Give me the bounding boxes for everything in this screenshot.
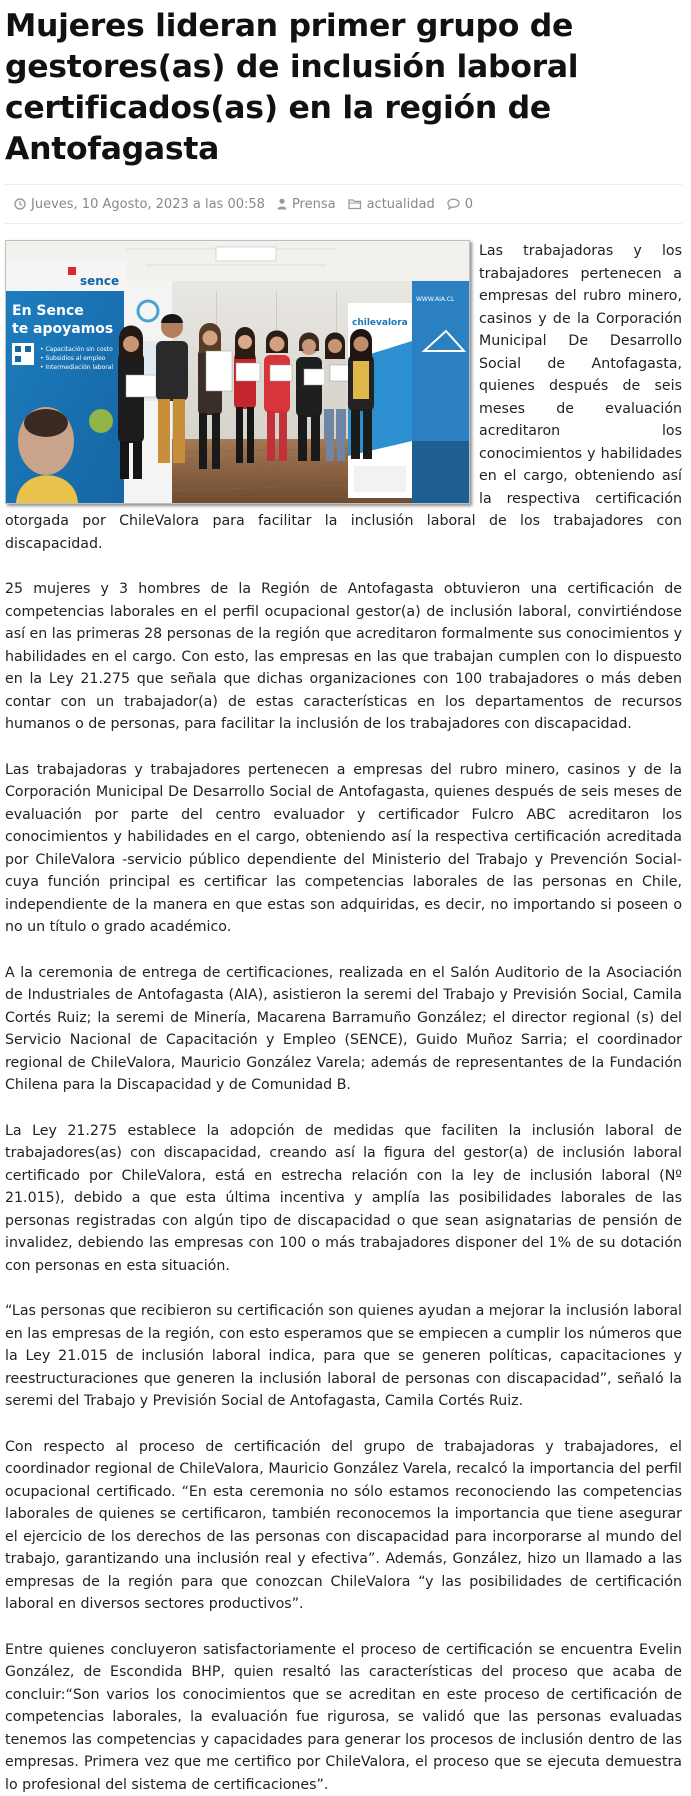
meta-date	[14, 197, 265, 212]
article-paragraph-2: 25 mujeres y 3 hombres de la Región de Antofagasta obtuvieron una certificación de competencias laborales en el perfil ocupacional gestor(a) de inclusión laboral, convirtiéndose así en las primeras 28 personas de la región que acreditaron formalmente sus conocimientos y habilidades en el cargo. Con esto, las empresas en las que trabajan cumplen con lo dispuesto en la Ley 21.275 que señala que dichas organizaciones con 100 trabajadores o más deben contar con un trabajador(a) de estas características en los departamentos de recursos humanos o de personas, para facilitar la inclusión de los trabajadores con discapacidad.	[5, 578, 682, 736]
sence-logo-text: sence	[80, 274, 119, 288]
article-paragraph-1: Las trabajadoras y los trabajadores pertenecen a empresas del rubro minero, casinos y de la Corporación Municipal De Desarrollo Social de Antofagasta, quienes después de seis meses de evaluación acreditaron los conocimientos y habilidades en el cargo, obteniendo así la respectiva certificación otorgada por ChileValora para facilitar la inclusión laboral de los trabajadores con discapacidad.	[5, 240, 682, 555]
meta-date-text: Jueves, 10 Agosto, 2023 a las 00:58	[31, 197, 265, 212]
chilevalora-logo-text: chilevalora	[352, 318, 408, 328]
user-icon	[277, 198, 287, 210]
meta-comments-link[interactable]: 0	[465, 197, 473, 212]
meta-author-link[interactable]: Prensa	[292, 197, 336, 212]
article-paragraph-6: “Las personas que recibieron su certificación son quienes ayudan a mejorar la inclusión laboral en las empresas de la región, con esto esperamos que se empiecen a cumplir los números que la Ley 21.015 de inclusión laboral indica, para que se generen políticas, capacitaciones y reestructuraciones que generen la inclusión laboral de personas con discapacidad”, señaló la seremi del Trabajo y Previsión Social de Antofagasta, Camila Cortés Ruiz.	[5, 1300, 682, 1413]
banner-bullet-3: • Intermediación laboral	[40, 364, 113, 371]
ceremony-photo	[6, 241, 469, 503]
meta-author	[277, 197, 336, 212]
article-paragraph-8: Entre quienes concluyeron satisfactoriamente el proceso de certificación se encuentra Evelin González, de Escondida BHP, quien resaltó las características del proceso que acaba de concluir:“Son varios los conocimientos que se acreditan en este proceso de certificación de competencias laborales, la evaluación fue rigurosa, se validó que las personas evaluadas tenemos las competencias y capacidades para generar los procesos de inclusión dentro de las empresas. Primera vez que me certifico por ChileValora, el proceso que se ejecuta demuestra lo profesional del sistema de certificaciones”.	[5, 1639, 682, 1796]
article-page	[0, 6, 682, 1796]
clock-icon	[14, 198, 26, 210]
banner-bullet-2: • Subsidios al empleo	[40, 355, 106, 362]
meta-category-link[interactable]: actualidad	[367, 197, 435, 212]
article-photo	[5, 240, 470, 504]
meta-category	[348, 197, 435, 212]
folder-icon	[348, 198, 362, 210]
banner-headline-2: te apoyamos	[12, 321, 113, 337]
article-paragraph-7: Con respecto al proceso de certificación del grupo de trabajadoras y trabajadores, el coordinador regional de ChileValora, Mauricio González Varela, recalcó la importancia del perfil ocupacional certificado. “En esta ceremonia no sólo estamos reconociendo las competencias laborales de quienes se certificaron, también reconocemos la importancia que tiene asegurar el ejercicio de los derechos de las personas con discapacidad para incorporarse al mundo del trabajo, garantizando una inclusión real y efectiva”. Además, González, hizo un llamado a las empresas de la región para que conozcan ChileValora “y las posibilidades de certificación laboral en diversos sectores productivos”.	[5, 1436, 682, 1616]
article-title: Mujeres lideran primer grupo de gestores(as) de inclusión laboral certificados(as) en la región de Antofagasta	[5, 6, 682, 170]
article-paragraph-4: A la ceremonia de entrega de certificaciones, realizada en el Salón Auditorio de la Asociación de Industriales de Antofagasta (AIA), asistieron la seremi del Trabajo y Previsión Social, Camila Cortés Ruiz; la seremi de Minería, Macarena Barramuño González; el director regional (s) del Servicio Nacional de Capacitación y Empleo (SENCE), Guido Muñoz Sarria; el coordinador regional de ChileValora, Mauricio González Varela; además de representantes de la Fundación Chilena para la Discapacidad y de Comunidad B.	[5, 962, 682, 1097]
article-meta	[5, 184, 682, 224]
article-paragraph-3: Las trabajadoras y trabajadores pertenecen a empresas del rubro minero, casinos y de la Corporación Municipal De Desarrollo Social de Antofagasta, quienes después de seis meses de evaluación por parte del centro evaluador y certificador Fulcro ABC acreditaron los conocimientos y habilidades en el cargo, obteniendo así la respectiva certificación acreditada por ChileValora -servicio público dependiente del Ministerio del Trabajo y Prevención Social- cuya función principal es certificar las competencias laborales de las personas en Chile, independiente de la manera en que estas son adquiridas, es decir, no importando si poseen o no un título o grado académico.	[5, 759, 682, 939]
aia-url-text: WWW.AIA.CL	[416, 296, 455, 303]
banner-bullet-1: • Capacitación sin costo	[40, 346, 113, 353]
banner-headline-1: En Sence	[12, 303, 84, 319]
article-body	[5, 240, 682, 1796]
article-paragraph-5: La Ley 21.275 establece la adopción de medidas que faciliten la inclusión laboral de trabajadores(as) con discapacidad, creando así la figura del gestor(a) de inclusión laboral certificado por ChileValora, está en estrecha relación con la ley de inclusión laboral (Nº 21.015), debido a que esta última incentiva y amplía las posibilidades laborales de las personas registradas con algún tipo de discapacidad o que sean asignatarias de pensión de invalidez, debiendo las empresas con 100 o más trabajadores disponer del 1% de su dotación con personas en esta situación.	[5, 1120, 682, 1278]
meta-comments	[447, 197, 473, 212]
comment-icon	[447, 198, 460, 210]
